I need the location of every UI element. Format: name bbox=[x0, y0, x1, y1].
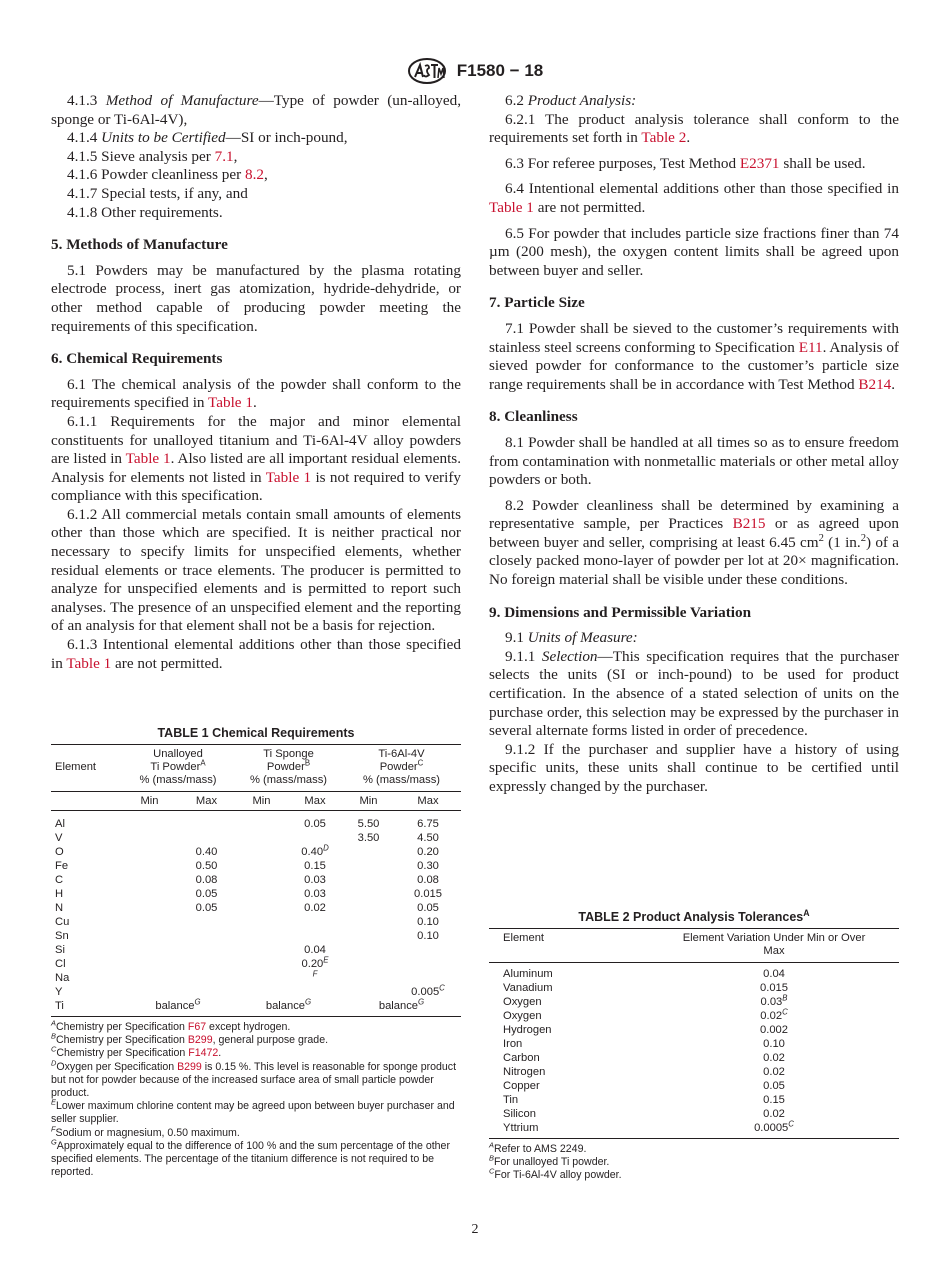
value-cell: 6.75 bbox=[417, 818, 439, 830]
e11-link[interactable]: E11 bbox=[798, 338, 823, 356]
value-cell: 0.02 bbox=[763, 1052, 785, 1064]
value-cell: 0.02 bbox=[763, 1108, 785, 1120]
para-6-3: 6.3 For referee purposes, Test Method E2371 shall be used. bbox=[505, 154, 866, 172]
element-cell: Iron bbox=[503, 1038, 523, 1050]
value-cell: 0.002 bbox=[760, 1024, 788, 1036]
value-cell bbox=[342, 859, 395, 873]
b215-link[interactable]: B215 bbox=[732, 515, 766, 533]
value-cell bbox=[342, 957, 395, 971]
value-cell: $0.20^E$ bbox=[301, 955, 329, 970]
right-column bbox=[489, 92, 899, 797]
para-6-5: 6.5 For powder that includes particle size fractions finer than 74 µm (200 mesh), the oxygen content limits shall be agreed upon between buyer and seller. bbox=[489, 224, 899, 279]
element-cell: Carbon bbox=[503, 1052, 540, 1064]
table-row bbox=[51, 971, 461, 985]
page-number: 2 bbox=[471, 1222, 479, 1237]
value-cell: 4.50 bbox=[417, 832, 439, 844]
element-cell: C bbox=[55, 874, 64, 886]
table-row bbox=[51, 929, 461, 943]
section-6-heading: 6. Chemical Requirements bbox=[51, 350, 223, 368]
table-row bbox=[51, 811, 461, 832]
table-1-link[interactable]: Table 1 bbox=[489, 198, 534, 216]
table-2-grid bbox=[489, 928, 899, 1139]
table-row bbox=[489, 995, 899, 1009]
table-2-body bbox=[489, 963, 899, 1139]
element-cell: Al bbox=[55, 818, 65, 830]
left-column bbox=[51, 92, 461, 673]
table-row bbox=[489, 1023, 899, 1037]
value-cell bbox=[342, 943, 395, 957]
table-1-title: TABLE 1 Chemical Requirements bbox=[157, 726, 355, 740]
value-cell bbox=[235, 915, 288, 929]
element-cell: O bbox=[55, 846, 64, 858]
group-unalloyed: Unalloyed Ti Powder$^A$ % (mass/mass) bbox=[139, 748, 217, 786]
value-cell: balance$^G$ bbox=[378, 997, 425, 1012]
value-cell: 0.05 bbox=[304, 818, 326, 830]
item-4-1-4: 4.1.4 Units to be Certified—SI or inch-pound, bbox=[67, 129, 348, 147]
element-cell: V bbox=[55, 832, 63, 844]
table-1-link[interactable]: Table 1 bbox=[125, 450, 171, 468]
element-cell: Tin bbox=[503, 1094, 519, 1106]
value-cell bbox=[121, 811, 178, 832]
section-9-heading: 9. Dimensions and Permissible Variation bbox=[489, 603, 752, 621]
item-4-1-7: 4.1.7 Special tests, if any, and bbox=[67, 184, 248, 202]
table-row bbox=[51, 915, 461, 929]
group-ti6al4v: Ti-6Al-4V Powder$^C$ % (mass/mass) bbox=[362, 748, 441, 786]
ref-8-2-link[interactable]: 8.2 bbox=[245, 166, 264, 184]
value-cell: 0.20 bbox=[417, 846, 439, 858]
max-header: Max bbox=[304, 795, 326, 807]
value-cell: balance$^G$ bbox=[155, 997, 201, 1012]
section-8-heading: 8. Cleanliness bbox=[489, 408, 578, 426]
item-4-1-5: 4.1.5 Sieve analysis per 7.1, bbox=[67, 147, 238, 165]
value-cell: balance$^G$ bbox=[265, 997, 312, 1012]
table-row bbox=[51, 901, 461, 915]
value-cell bbox=[235, 873, 288, 887]
page-header bbox=[0, 58, 950, 84]
spec-link[interactable]: F67 bbox=[187, 1021, 207, 1033]
value-cell bbox=[288, 831, 342, 845]
element-cell: N bbox=[55, 902, 64, 914]
value-cell bbox=[395, 957, 461, 971]
table-row bbox=[489, 1107, 899, 1121]
group-sponge: Ti Sponge Powder$^B$ % (mass/mass) bbox=[249, 748, 328, 786]
element-cell: Nitrogen bbox=[503, 1066, 546, 1078]
value-cell bbox=[121, 831, 178, 845]
value-cell bbox=[178, 971, 235, 985]
section-7-heading: 7. Particle Size bbox=[489, 294, 585, 312]
value-cell bbox=[235, 929, 288, 943]
spec-link[interactable]: B299 bbox=[177, 1060, 202, 1073]
element-cell: Yttrium bbox=[503, 1122, 539, 1134]
table-row bbox=[51, 873, 461, 887]
value-cell: 0.03 bbox=[304, 874, 326, 886]
element-cell: Aluminum bbox=[503, 968, 553, 980]
value-cell bbox=[342, 845, 395, 859]
value-cell: 3.50 bbox=[357, 832, 380, 844]
value-cell bbox=[235, 811, 288, 832]
spec-link[interactable]: B299 bbox=[187, 1034, 213, 1047]
table-row bbox=[489, 981, 899, 995]
col-element: Element bbox=[55, 761, 97, 773]
element-cell: Fe bbox=[55, 860, 69, 872]
table-row bbox=[489, 1051, 899, 1065]
table-row bbox=[51, 999, 461, 1017]
para-7-1: 7.1 Powder shall be sieved to the customer’s requirements with stainless steel screens conforming to Specification E11. Analysis of sieved powder for conformance to the customer’s particle size range requirements shall be in accordance with Test Method B214. bbox=[489, 319, 899, 393]
value-cell: $0.005^C$ bbox=[411, 983, 445, 998]
table-1 bbox=[51, 726, 461, 1179]
value-cell: 0.10 bbox=[763, 1038, 785, 1050]
value-cell bbox=[235, 859, 288, 873]
footnote: $^B$For unalloyed Ti powder. bbox=[489, 1153, 610, 1169]
footnote: $^G$Approximately equal to the difference of 100 % and the sum percentage of the other specified elements. The percentage of the titanium difference is not required to be reported. bbox=[51, 1137, 450, 1179]
value-cell: 0.05 bbox=[195, 888, 218, 900]
value-cell bbox=[178, 929, 235, 943]
footnote: $^A$Refer to AMS 2249. bbox=[489, 1140, 587, 1155]
value-cell: 0.08 bbox=[195, 874, 218, 886]
value-cell bbox=[121, 845, 178, 859]
table-1-footnotes bbox=[51, 1018, 461, 1179]
footnote: $^A$Chemistry per Specification F67 except hydrogen. bbox=[51, 1018, 291, 1033]
value-cell: 0.03 bbox=[304, 888, 326, 900]
value-cell bbox=[121, 873, 178, 887]
table-1-link[interactable]: Table 1 bbox=[265, 468, 312, 486]
value-cell bbox=[235, 845, 288, 859]
table-row bbox=[489, 963, 899, 982]
value-cell bbox=[235, 971, 288, 985]
value-cell bbox=[342, 887, 395, 901]
value-cell bbox=[342, 985, 395, 999]
min-header: Min bbox=[252, 795, 271, 807]
table-row bbox=[51, 957, 461, 971]
value-cell: $0.40^D$ bbox=[301, 843, 329, 858]
table-row bbox=[489, 1093, 899, 1107]
table-row bbox=[51, 845, 461, 859]
table-row bbox=[51, 985, 461, 999]
value-cell bbox=[178, 915, 235, 929]
table-row bbox=[489, 1121, 899, 1139]
item-4-1-8: 4.1.8 Other requirements. bbox=[67, 203, 223, 221]
element-cell: Si bbox=[55, 944, 65, 956]
max-header: Max bbox=[195, 795, 218, 807]
footnote: $^C$Chemistry per Specification F1472. bbox=[51, 1044, 222, 1060]
para-9-1-1: 9.1.1 Selection—This specification requires that the purchaser selects the units (SI or inch-pound) to be used for product certification. In the absence of a stated selection of units on the purchase order, this selection may be expressed by the purchaser in several alternate forms listed in order of precedence. bbox=[489, 647, 899, 740]
para-5-1: 5.1 Powders may be manufactured by the plasma rotating electrode process, inert gas atomization, hydride-dehydride, or other method capable of producing powder meeting the requirements of this specification. bbox=[51, 261, 461, 335]
value-cell: 0.15 bbox=[304, 860, 326, 872]
element-cell: Cl bbox=[55, 958, 66, 970]
b214-link[interactable]: B214 bbox=[858, 375, 892, 393]
table-2-title: TABLE 2 Product Analysis Tolerances$^A$ bbox=[578, 907, 810, 924]
value-cell: 0.10 bbox=[417, 916, 439, 928]
table-row bbox=[489, 1009, 899, 1023]
value-cell bbox=[342, 873, 395, 887]
col-variation: Element Variation Under Min or Over Max bbox=[682, 932, 866, 957]
astm-logo-icon bbox=[407, 58, 447, 84]
value-cell bbox=[288, 915, 342, 929]
value-cell: 0.30 bbox=[417, 860, 439, 872]
table-row bbox=[51, 831, 461, 845]
value-cell bbox=[121, 985, 178, 999]
value-cell bbox=[235, 985, 288, 999]
element-cell: Sn bbox=[55, 930, 69, 942]
table-2 bbox=[489, 907, 899, 1183]
item-4-1-6: 4.1.6 Powder cleanliness per 8.2, bbox=[67, 166, 268, 184]
footnote: $^E$Lower maximum chlorine content may be agreed upon between buyer purchaser and seller supplier. bbox=[51, 1097, 455, 1126]
min-header: Min bbox=[359, 795, 378, 807]
value-cell: 0.05 bbox=[763, 1080, 785, 1092]
value-cell: 0.05 bbox=[417, 902, 439, 914]
value-cell: 0.50 bbox=[195, 860, 218, 872]
value-cell: 0.015 bbox=[414, 888, 442, 900]
element-cell: Cu bbox=[55, 916, 70, 928]
value-cell bbox=[235, 957, 288, 971]
value-cell bbox=[235, 901, 288, 915]
table-1-link[interactable]: Table 1 bbox=[66, 654, 112, 672]
value-cell bbox=[178, 831, 235, 845]
para-6-1-2: 6.1.2 All commercial metals contain small amounts of elements other than those which are specified. It is neither practical nor necessary to specify limits for unspecified elements, whether residual elements or trace elements. The producer is permitted to analyze for unspecified elements and is permitted to report such analyses. The presence of an unspecified element and the reporting of an analysis for that element shall not be a basis for rejection. bbox=[51, 505, 461, 635]
max-header: Max bbox=[417, 795, 439, 807]
para-9-1-2: 9.1.2 If the purchaser and supplier have a history of using specific units, these units shall continue to be certified until expressly changed by the purchaser. bbox=[489, 740, 899, 795]
para-6-1-1: 6.1.1 Requirements for the major and minor elemental constituents for unalloyed titanium and Ti-6Al-4V alloy powders are listed in Table 1. Also listed are all important residual elements. Analysis for elements not listed in Table 1 is not required to verify compliance with this specification. bbox=[51, 412, 462, 505]
col-element: Element bbox=[503, 932, 545, 944]
value-cell: $0.0005^C$ bbox=[754, 1119, 794, 1134]
value-cell: 0.04 bbox=[763, 968, 785, 980]
element-cell: Na bbox=[55, 972, 70, 984]
footnote: $^B$Chemistry per Specification B299, general purpose grade. bbox=[51, 1031, 329, 1047]
value-cell bbox=[178, 957, 235, 971]
table-1-link[interactable]: Table 1 bbox=[208, 394, 253, 412]
para-6-2: 6.2 Product Analysis: bbox=[505, 92, 637, 109]
value-cell: $0.02^C$ bbox=[760, 1007, 788, 1022]
value-cell: 5.50 bbox=[357, 818, 380, 830]
para-8-2: 8.2 Powder cleanliness shall be determined by examining a representative sample, per Practices B215 or as agreed upon between buyer and seller, comprising at least 6.45 $cm^2$ (1 in.$^2$) of a closely packed mono-layer of powder per lot at 20× magnification. No foreign material shall be visible under these conditions. bbox=[489, 496, 899, 589]
value-cell: $0.03^B$ bbox=[760, 993, 788, 1008]
value-cell: F bbox=[312, 969, 318, 979]
value-cell bbox=[121, 915, 178, 929]
standard-code: F1580 − 18 bbox=[456, 61, 544, 80]
value-cell bbox=[235, 943, 288, 957]
value-cell: 0.02 bbox=[763, 1066, 785, 1078]
value-cell bbox=[178, 985, 235, 999]
value-cell: 0.02 bbox=[304, 902, 326, 914]
para-9-1: 9.1 Units of Measure: bbox=[505, 629, 638, 647]
table-1-body bbox=[51, 811, 461, 1017]
footnote: $^C$For Ti-6Al-4V alloy powder. bbox=[489, 1166, 622, 1182]
value-cell bbox=[342, 971, 395, 985]
min-header: Min bbox=[140, 795, 159, 807]
value-cell: 0.08 bbox=[417, 874, 439, 886]
element-cell: Copper bbox=[503, 1080, 540, 1092]
value-cell bbox=[178, 943, 235, 957]
spec-link[interactable]: F1472 bbox=[188, 1047, 219, 1060]
value-cell bbox=[395, 943, 461, 957]
value-cell bbox=[121, 943, 178, 957]
ref-7-1-link[interactable]: 7.1 bbox=[214, 147, 234, 165]
table-row bbox=[489, 1037, 899, 1051]
footnote: $^F$Sodium or magnesium, 0.50 maximum. bbox=[51, 1124, 240, 1139]
value-cell bbox=[121, 929, 178, 943]
value-cell: 0.10 bbox=[417, 930, 439, 942]
para-6-4: 6.4 Intentional elemental additions other than those specified in Table 1 are not permitted. bbox=[489, 180, 899, 216]
value-cell: 0.05 bbox=[195, 902, 218, 914]
value-cell: 0.40 bbox=[195, 846, 218, 858]
value-cell bbox=[342, 915, 395, 929]
element-cell: Hydrogen bbox=[503, 1024, 552, 1036]
footnote: $^D$Oxygen per Specification B299 is 0.15 %. This level is reasonable for sponge product but not for powder because of the increased surface area of small particle powder product. bbox=[51, 1058, 457, 1100]
value-cell bbox=[121, 859, 178, 873]
e2371-link[interactable]: E2371 bbox=[739, 154, 780, 172]
table-row bbox=[489, 1065, 899, 1079]
element-cell: Ti bbox=[55, 1000, 64, 1012]
value-cell bbox=[121, 887, 178, 901]
value-cell bbox=[342, 901, 395, 915]
table-2-link[interactable]: Table 2 bbox=[641, 129, 687, 147]
table-row bbox=[51, 887, 461, 901]
item-4-1-3: 4.1.3 Method of Manufacture—Type of powder (un-alloyed, sponge or Ti-6Al-4V), bbox=[51, 92, 461, 128]
element-cell: H bbox=[55, 888, 64, 900]
value-cell bbox=[235, 831, 288, 845]
value-cell bbox=[121, 971, 178, 985]
element-cell: Oxygen bbox=[503, 996, 542, 1008]
table-1-grid bbox=[51, 744, 461, 1017]
element-cell: Y bbox=[55, 986, 63, 998]
para-6-1-3: 6.1.3 Intentional elemental additions other than those specified in Table 1 are not permitted. bbox=[51, 636, 461, 672]
element-cell: Silicon bbox=[503, 1108, 536, 1120]
element-cell: Oxygen bbox=[503, 1010, 542, 1022]
table-row bbox=[489, 1079, 899, 1093]
value-cell bbox=[178, 811, 235, 832]
para-6-1: 6.1 The chemical analysis of the powder shall conform to the requirements specified in Table 1. bbox=[51, 375, 461, 412]
value-cell bbox=[121, 901, 178, 915]
table-2-footnotes bbox=[489, 1140, 899, 1183]
value-cell bbox=[121, 957, 178, 971]
value-cell: 0.015 bbox=[760, 982, 788, 994]
section-5-heading: 5. Methods of Manufacture bbox=[51, 236, 228, 254]
value-cell bbox=[288, 985, 342, 999]
para-8-1: 8.1 Powder shall be handled at all times so as to ensure freedom from contamination with nonmetallic materials or other metal alloy powders or both. bbox=[489, 433, 899, 489]
table-row bbox=[51, 943, 461, 957]
table-row bbox=[51, 859, 461, 873]
value-cell bbox=[342, 929, 395, 943]
value-cell: 0.15 bbox=[763, 1094, 785, 1106]
value-cell bbox=[395, 971, 461, 985]
para-6-2-1: 6.2.1 The product analysis tolerance shall conform to the requirements set forth in Table 2. bbox=[489, 110, 899, 147]
value-cell: 0.04 bbox=[304, 944, 326, 956]
element-cell: Vanadium bbox=[503, 982, 553, 994]
value-cell bbox=[288, 929, 342, 943]
value-cell bbox=[235, 887, 288, 901]
